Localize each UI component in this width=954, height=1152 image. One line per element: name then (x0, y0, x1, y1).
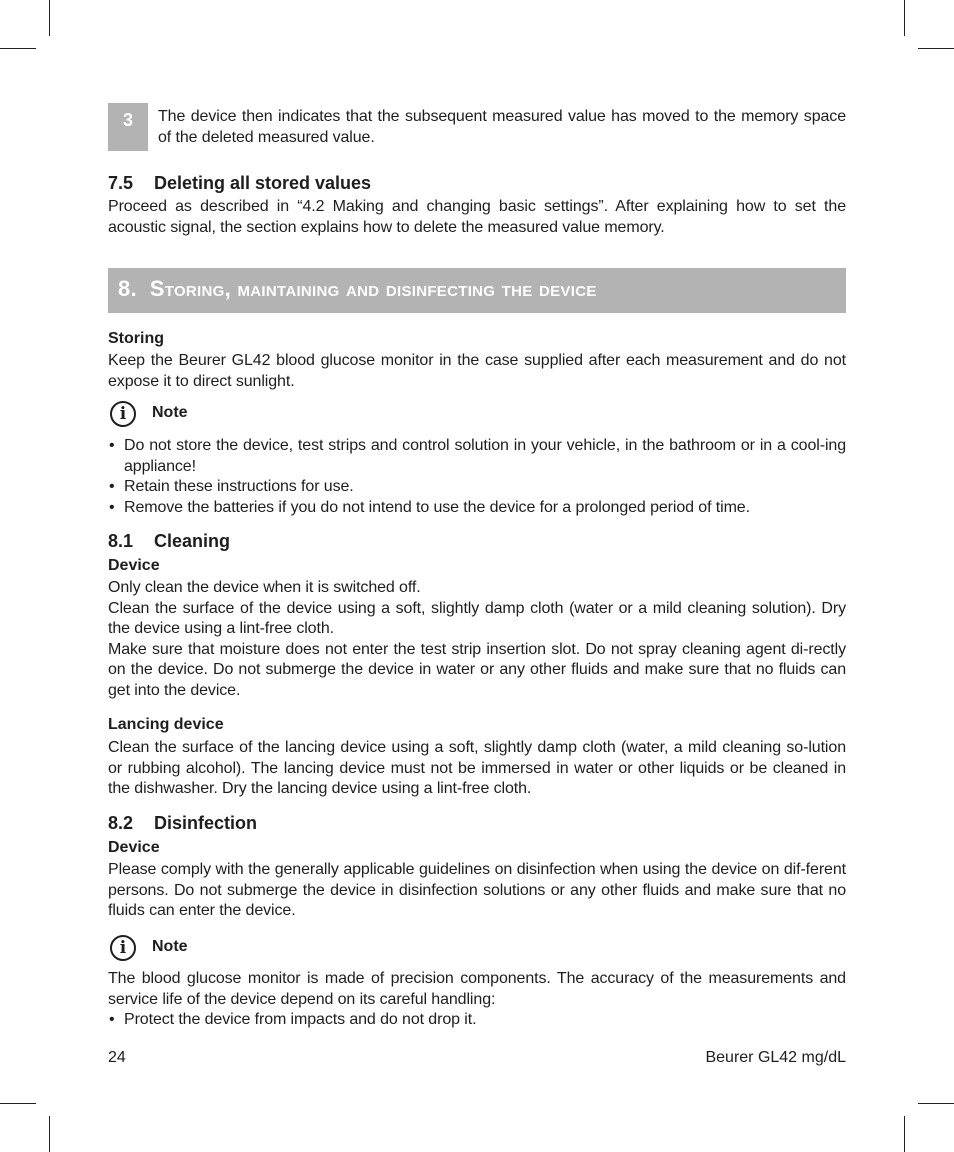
product-name: Beurer GL42 mg/dL (705, 1049, 846, 1066)
list-item: • Protect the device from impacts and do not drop it. (108, 1010, 846, 1031)
page-number: 24 (108, 1049, 126, 1066)
cleaning-device-body (108, 578, 846, 701)
crop-mark (49, 1116, 50, 1152)
paragraph: Make sure that moisture does not enter the test strip insertion slot. Do not spray cleaning agent di-rectly on the device. Do not submerge the device in water or any other fluids and make sure that no fluids can get into the device. (108, 640, 846, 699)
crop-mark (918, 48, 954, 49)
chapter-number: 8. (118, 276, 137, 301)
note-bullets (108, 1010, 846, 1031)
crop-mark (904, 0, 905, 36)
storing-body: Keep the Beurer GL42 blood glucose monitor in the case supplied after each measurement and do not expose it to direct sunlight. (108, 352, 846, 390)
crop-mark (904, 1116, 905, 1152)
section-8-1-heading (108, 530, 230, 552)
section-title: Cleaning (154, 531, 231, 551)
crop-mark (0, 48, 36, 49)
section-8-2-heading (108, 812, 257, 834)
note-bullets (108, 436, 846, 518)
crop-mark (918, 1103, 954, 1104)
storing-heading: Storing (108, 330, 164, 347)
crop-mark (49, 0, 50, 36)
lancing-device-body: Clean the surface of the lancing device using a soft, slightly damp cloth (water, a mild cleaning so-lution or rubbing alcohol). The lancing device must not be immersed in water or other liquids or be cleaned in the dishwasher. Dry the lancing device using a lint-free cloth. (108, 739, 846, 797)
section-7-5-heading (108, 172, 371, 194)
chapter-banner (108, 268, 846, 313)
section-number: 8.2 (108, 813, 134, 833)
info-icon: i (110, 935, 136, 961)
section-title: Deleting all stored values (154, 173, 372, 193)
section-7-5-body: Proceed as described in “4.2 Making and changing basic settings”. After explaining how to set the acoustic signal, the section explains how to delete the measured value memory. (108, 198, 846, 236)
section-title: Disinfection (154, 813, 258, 833)
crop-mark (0, 1103, 36, 1104)
step-box (108, 103, 846, 151)
paragraph: Only clean the device when it is switched off. (108, 579, 421, 596)
list-item: • Retain these instructions for use. (108, 477, 846, 498)
step-number: 3 (108, 103, 148, 151)
disinfection-body: Please comply with the generally applicable guidelines on disinfection when using the device on dif-ferent persons. Do not submerge the device in disinfection solutions or any other fluids and make sure that no fluids can enter the device. (108, 861, 846, 919)
note-label: Note (152, 938, 188, 955)
list-item: • Remove the batteries if you do not intend to use the device for a prolonged period of time. (108, 498, 846, 519)
info-icon: i (110, 401, 136, 427)
chapter-title-text: Storing, maintaining and disinfecting the device (149, 276, 597, 301)
lancing-device-heading: Lancing device (108, 716, 224, 733)
section-number: 8.1 (108, 531, 134, 551)
note-header (108, 935, 408, 965)
step-text: The device then indicates that the subsequent measured value has moved to the memory space of the deleted measured value. (158, 108, 846, 146)
paragraph: Clean the surface of the device using a soft, slightly damp cloth (water or a mild cleaning solution). Dry the device using a lint-free cloth. (108, 599, 846, 637)
list-item: • Do not store the device, test strips and control solution in your vehicle, in the bathroom or in a cool-ing appliance! (108, 436, 846, 477)
note-header (108, 401, 408, 431)
note-body: The blood glucose monitor is made of precision components. The accuracy of the measurements and service life of the device depend on its careful handling: (108, 970, 846, 1008)
note-label: Note (152, 404, 188, 421)
device-heading: Device (108, 839, 160, 856)
chapter-title (118, 276, 597, 302)
device-heading: Device (108, 557, 160, 574)
section-number: 7.5 (108, 173, 134, 193)
